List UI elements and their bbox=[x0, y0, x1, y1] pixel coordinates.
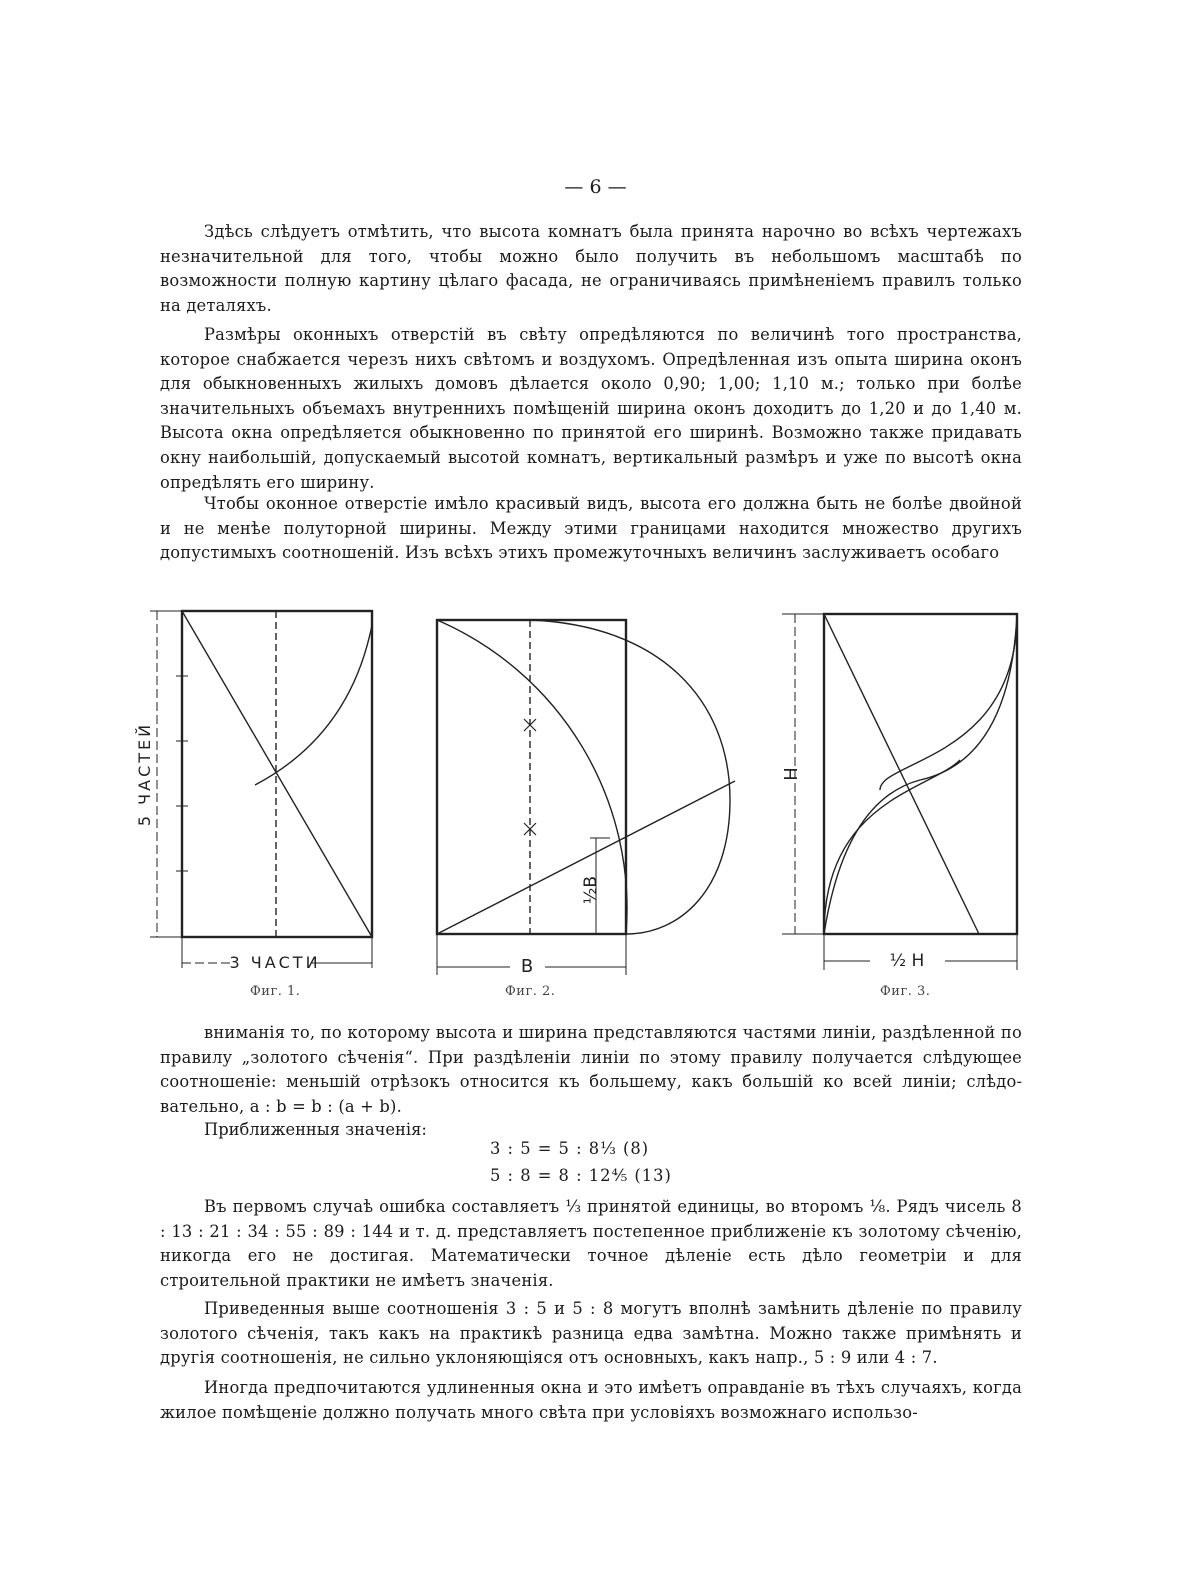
figure-2-caption: Фиг. 2. bbox=[505, 984, 556, 999]
figure-3-caption: Фиг. 3. bbox=[880, 984, 931, 999]
paragraph-4: вниманія то, по которому высота и ширина представляются частями линіи, раздѣленной по правилу „золотого сѣченія“. При раздѣленіи линіи по этому правилу получается слѣдующее соотношеніе: меньшій отрѣзокъ относится къ большему, какъ большій ко всей линіи; слѣдовательно, a : b = b : (a + b). bbox=[160, 1023, 1022, 1116]
paragraph-7: Приведенныя выше соотношенія 3 : 5 и 5 : 8 могутъ вполнѣ замѣнить дѣленіе по правилу золотого сѣченія, такъ какъ на практикѣ разница едва замѣтна. Можно также примѣнять и другія соотношенія, не сильно уклоняющіяся отъ основныхъ, какъ напр., 5 : 9 или 4 : 7. bbox=[160, 1299, 1022, 1368]
approximate-values-label: Приближенныя значенія: bbox=[204, 1120, 427, 1139]
paragraph-3: Чтобы оконное отверстіе имѣло красивый видъ, высота его должна быть не болѣе двойной и не менѣе полуторной ширины. Между этими границами находится множество другихъ допустимыхъ соотношеній. Изъ всѣхъ этихъ промежуточныхъ величинъ заслуживаетъ особаго bbox=[160, 494, 1022, 563]
paragraph-6: Въ первомъ случаѣ ошибка составляетъ ⅓ принятой единицы, во второмъ ⅛. Рядъ чисель 8 : 13 : 21 : 34 : 55 : 89 : 144 и т. д. представляетъ постепенное приближеніе къ золотому сѣченію, никогда его не достигая. Математически точное дѣленіе есть дѣло геометріи и для строительной практики не имѣетъ значенія. bbox=[160, 1197, 1022, 1290]
paragraph-1: Здѣсь слѣдуетъ отмѣтить, что высота комнатъ была принята нарочно во всѣхъ чертежахъ незначительной для того, чтобы можно было получить въ небольшомъ масштабѣ по возможности полную картину цѣлаго фасада, не ограничиваясь примѣненіемъ правилъ только на деталяхъ. bbox=[160, 222, 1022, 315]
fig1-horizontal-dim-label: 3 ЧАСТИ bbox=[229, 953, 321, 972]
fig3-vertical-dim-label: H bbox=[781, 767, 802, 781]
fig3-horizontal-dim-label: ½ H bbox=[889, 951, 925, 971]
figure-1-diagram bbox=[150, 611, 372, 968]
paragraph-2: Размѣры оконныхъ отверстій въ свѣту опредѣляются по величинѣ того пространства, которое снабжается черезъ нихъ свѣтомъ и воздухомъ. Опредѣленная изъ опыта ширина оконъ для обыкновенныхъ жилыхъ домовъ дѣлается около 0,90; 1,00; 1,10 м.; только при болѣе значительныхъ объемахъ внутреннихъ помѣщеній ширина оконъ доходитъ до 1,20 и до 1,40 м. Высота окна опредѣляется обыкновенно по принятой его ширинѣ. Возможно также придавать окну наибольшій, допускаемый высотой комнатъ, вертикальный размѣръ и уже по высотѣ окна опредѣлять его ширину. bbox=[160, 325, 1022, 492]
figure-2-diagram bbox=[437, 620, 735, 975]
figure-1-caption: Фиг. 1. bbox=[250, 984, 301, 999]
equation-1: 3 : 5 = 5 : 8⅓ (8) bbox=[490, 1139, 650, 1158]
figure-3-diagram bbox=[782, 614, 1017, 970]
fig1-vertical-dim-label: 5 ЧАСТЕЙ bbox=[135, 721, 154, 827]
equation-2: 5 : 8 = 8 : 12⅘ (13) bbox=[490, 1166, 672, 1185]
fig2-horizontal-dim-label: B bbox=[520, 956, 534, 977]
page-number: — 6 — bbox=[564, 176, 627, 198]
paragraph-8: Иногда предпочитаются удлиненныя окна и это имѣетъ оправданіе въ тѣхъ случаяхъ, когда жилое помѣщеніе должно получать много свѣта при условіяхъ возможнаго использо- bbox=[160, 1378, 1022, 1422]
fig2-inner-dim-label: ½B bbox=[581, 875, 601, 905]
